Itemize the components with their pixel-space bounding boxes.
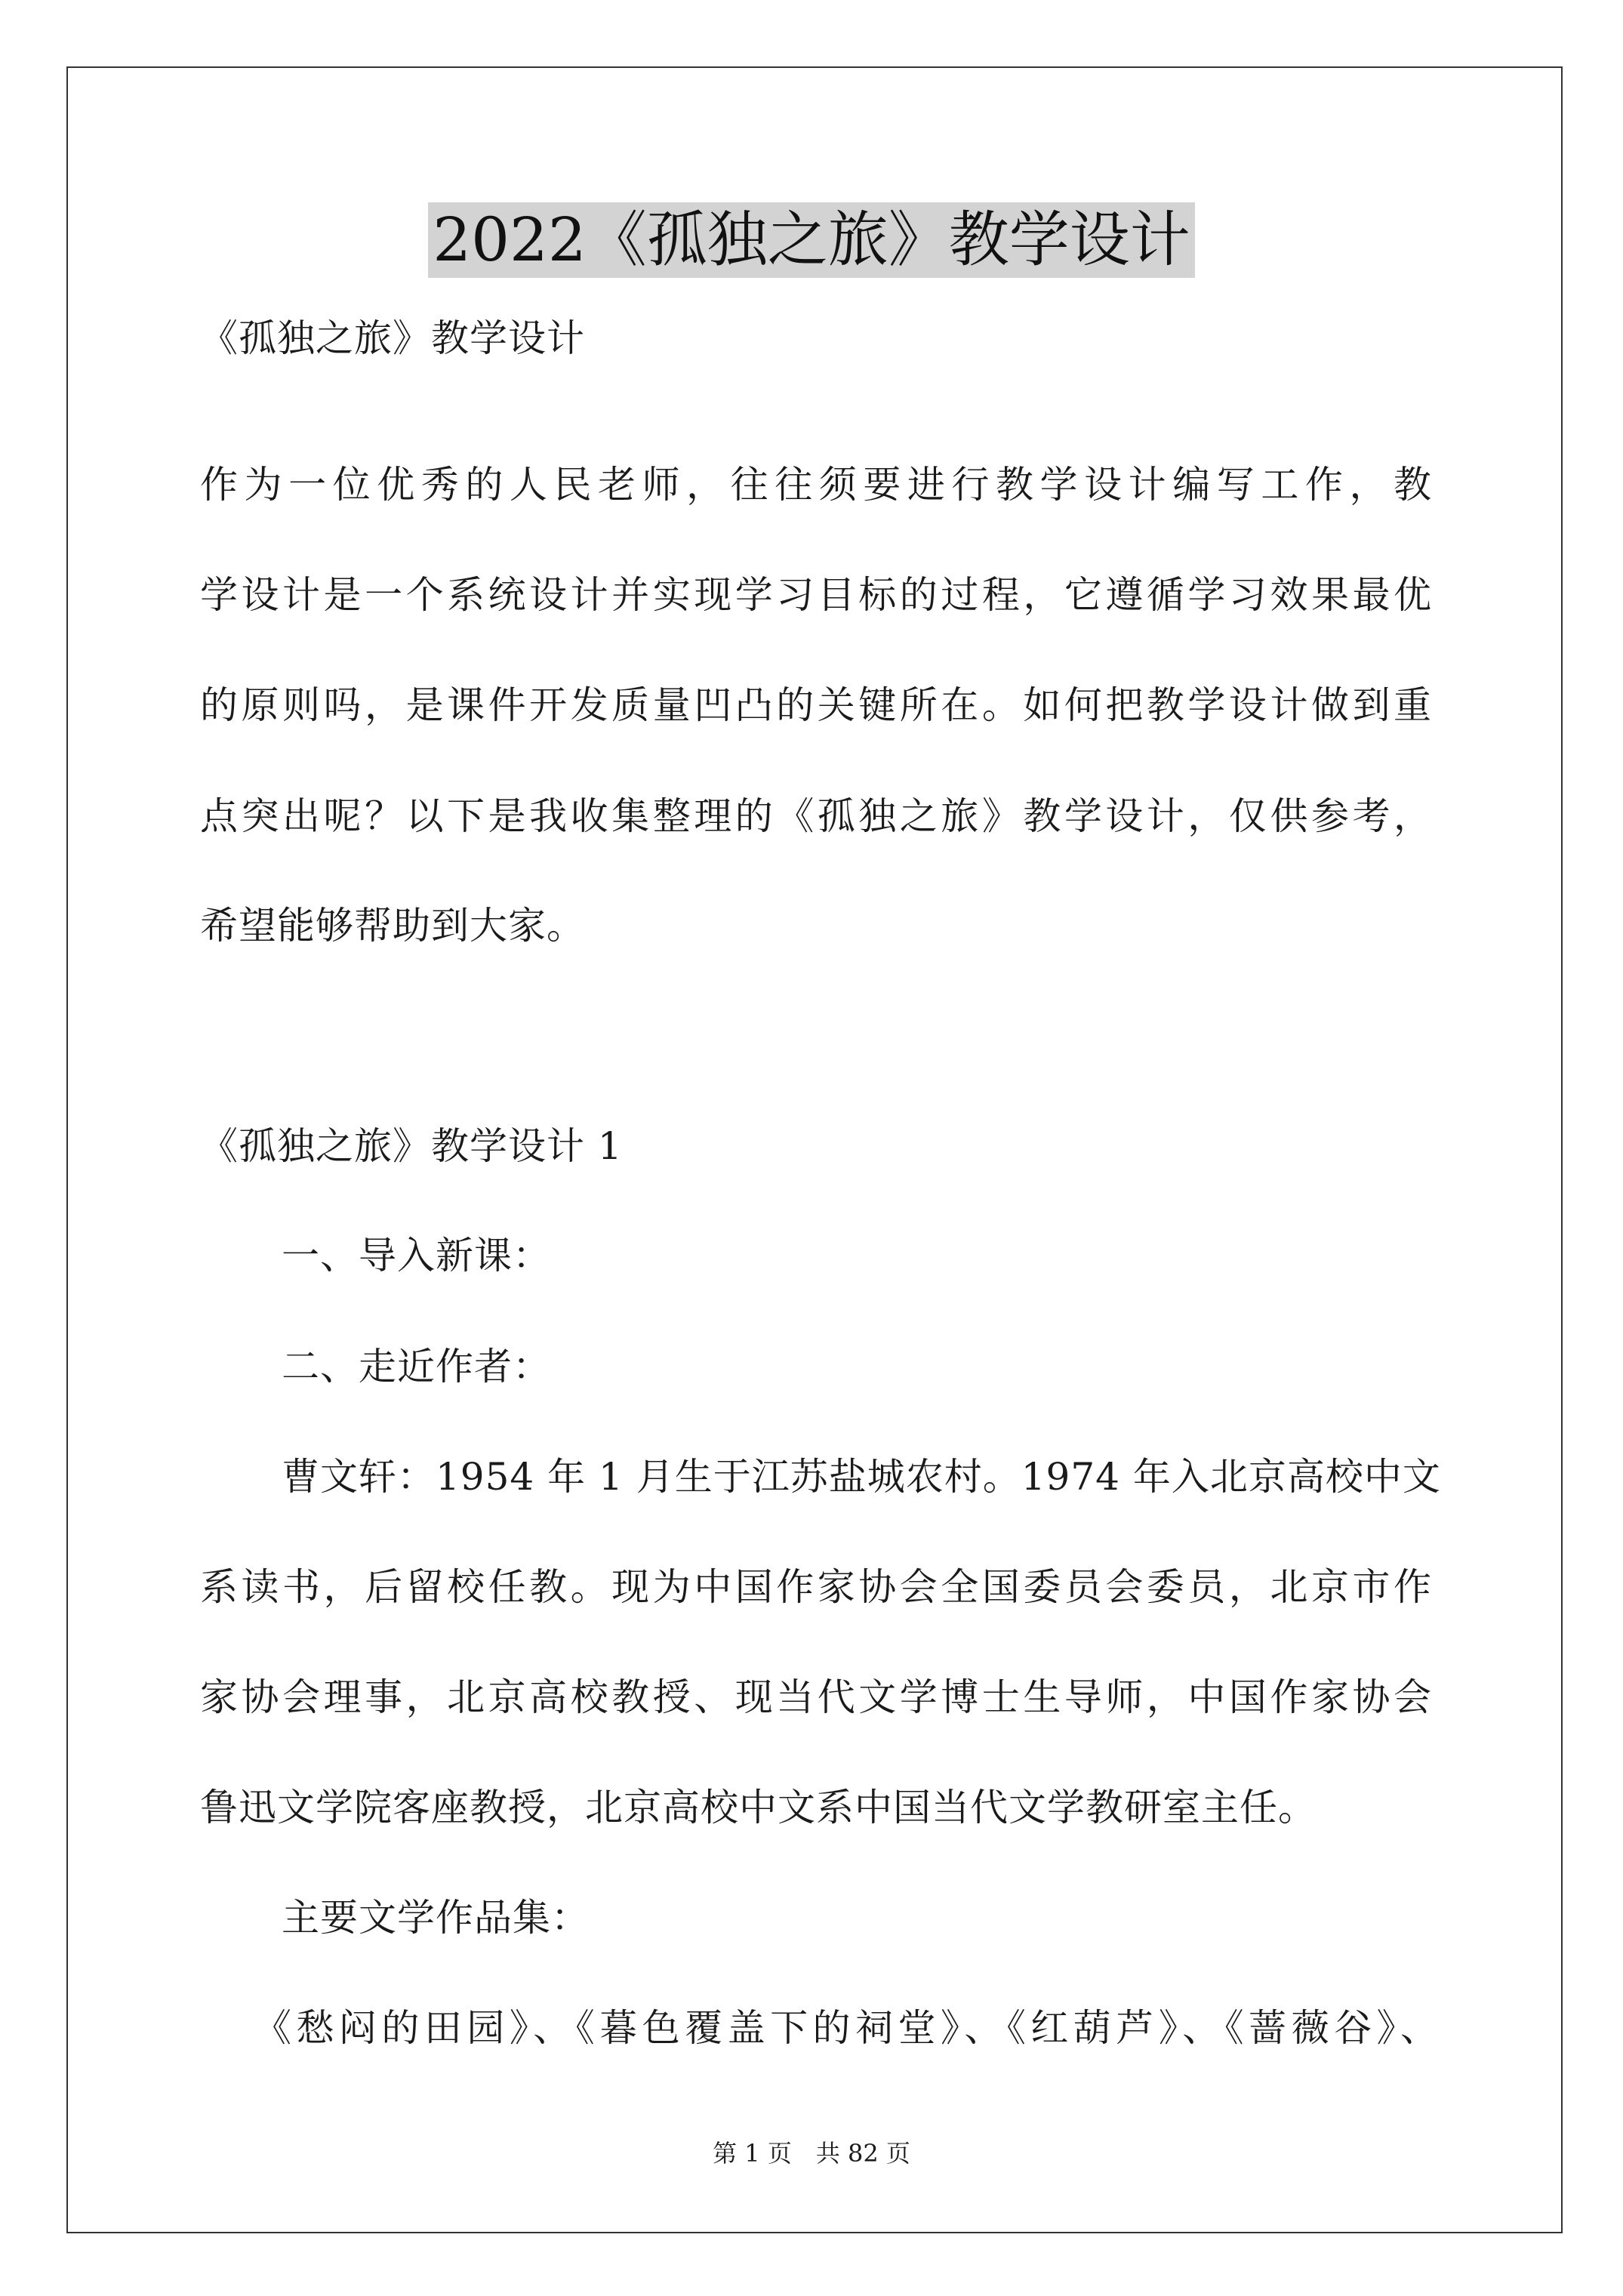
document-title: 2022《孤独之旅》教学设计: [428, 202, 1195, 278]
author-line-4: 鲁迅文学院客座教授，北京高校中文系中国当代文学教研室主任。: [200, 1786, 1317, 1829]
page-footer: 第 1 页 共 82 页: [713, 2139, 910, 2168]
works-heading: 主要文学作品集：: [282, 1896, 590, 1940]
intro-line-3: 的原则吗，是课件开发质量凹凸的关键所在。如何把教学设计做到重: [200, 683, 1432, 727]
section-heading: 《孤独之旅》教学设计 1: [200, 1124, 623, 1168]
author-line-2: 系读书，后留校任教。现为中国作家协会全国委员会委员，北京市作: [200, 1565, 1432, 1609]
item-author: 二、走近作者：: [282, 1345, 551, 1388]
intro-line-2: 学设计是一个系统设计并实现学习目标的过程，它遵循学习效果最优: [200, 573, 1432, 617]
intro-line-1: 作为一位优秀的人民老师，往往须要进行教学设计编写工作，教: [200, 463, 1432, 507]
author-line-3: 家协会理事，北京高校教授、现当代文学博士生导师，中国作家协会: [200, 1675, 1432, 1719]
document-title-wrap: [0, 202, 1623, 278]
intro-line-5: 希望能够帮助到大家。: [200, 904, 585, 948]
item-import: 一、导入新课：: [282, 1234, 551, 1277]
works-line: 《愁闷的田园》、《暮色覆盖下的祠堂》、《红葫芦》、《蔷薇谷》、: [254, 2006, 1439, 2050]
author-line-1: 曹文轩：1954 年 1 月生于江苏盐城农村。1974 年入北京高校中文: [282, 1455, 1441, 1499]
intro-line-4: 点突出呢？以下是我收集整理的《孤独之旅》教学设计，仅供参考，: [200, 794, 1432, 838]
subtitle: 《孤独之旅》教学设计: [200, 316, 585, 360]
